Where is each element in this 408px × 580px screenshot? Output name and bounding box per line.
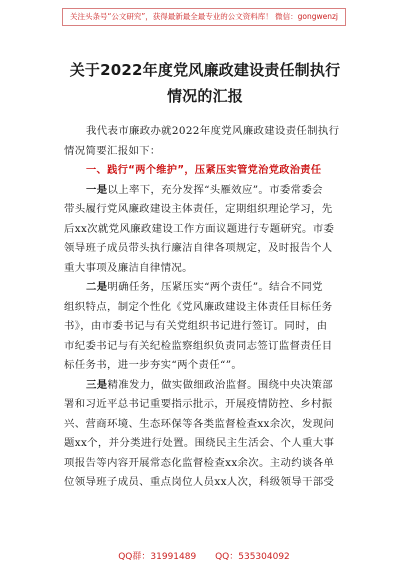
paragraph-text: 以上率下，充分发挥“头雁效应”。市委常委会: [107, 183, 323, 196]
intro-line: 情况简要汇报如下：: [64, 144, 161, 157]
paragraph-line: [64, 376, 350, 396]
promo-banner: 关注头条号“公文研究”，获得最新最全最专业的公文资料库！ 微信：gongwenzj: [62, 8, 346, 26]
paragraph-line: 后xx次就党风廉政建设工作方面议题进行专题研究。市委: [64, 222, 335, 235]
paragraph-line: 组织特点，制定个性化《党风廉政建设主体责任目标任务: [64, 300, 333, 313]
paragraph-lead: 三是: [86, 378, 108, 391]
intro-line: 我代表市廉政办就2022年度党风廉政建设责任制执行: [86, 125, 340, 137]
document-title: 关于2022年度党风廉政建设责任制执行: [69, 61, 341, 79]
paragraph-line: 带头履行党风廉政建设主体责任，定期组织理论学习，先: [64, 203, 333, 215]
paragraph-text: 明确任务，压紧压实“两个责任”。结合不同党: [107, 281, 323, 293]
paragraph-line: 位领导班子成员、重点岗位人员xx人次，科级领导干部受: [64, 476, 335, 488]
paragraph-line: 题xx个，并分类进行处置。围绕民主生活会、个人重大事: [64, 437, 335, 449]
paragraph-line: 项报告等内容开展常态化监督检查xx余次。主动约谈各单: [64, 456, 335, 469]
paragraph-line: 领导班子成员带头执行廉洁自律各项规定，及时报告个人: [64, 242, 333, 254]
paragraph-line: 书》，由市委书记与有关党组织书记进行签订。同时，由: [64, 320, 328, 332]
paragraph-lead: 二是: [86, 281, 108, 293]
paragraph-line: [64, 181, 350, 201]
paragraph-line: 署和习近平总书记重要指示批示，开展疫情防控、乡村振: [64, 398, 333, 410]
paragraph-line: 标任务书，进一步夯实“两个责任“”。: [64, 359, 243, 371]
paragraph-lead: 一是: [86, 183, 108, 196]
paragraph-line: 兴、营商环境、生态环保等各类监督检查xx余次，发现问: [64, 417, 335, 430]
footer-qq: QQ：535304092: [215, 552, 290, 562]
footer-qq-group: QQ群：31991489: [118, 552, 197, 562]
section-heading: 一、践行“两个维护”，压紧压实管党治党政治责任: [86, 165, 322, 176]
document-body: [64, 122, 350, 493]
footer-contact: [0, 549, 408, 562]
paragraph-line: [64, 278, 350, 298]
paragraph-line: 重大事项及廉洁自律情况。: [64, 261, 193, 274]
paragraph-text: 精准发力，做实做细政治监督。围绕中央决策部: [107, 378, 334, 391]
document-title-line2: 情况的汇报: [166, 87, 243, 105]
paragraph-line: 市纪委书记与有关纪检监察组织负责同志签订监督责任目: [64, 339, 333, 352]
